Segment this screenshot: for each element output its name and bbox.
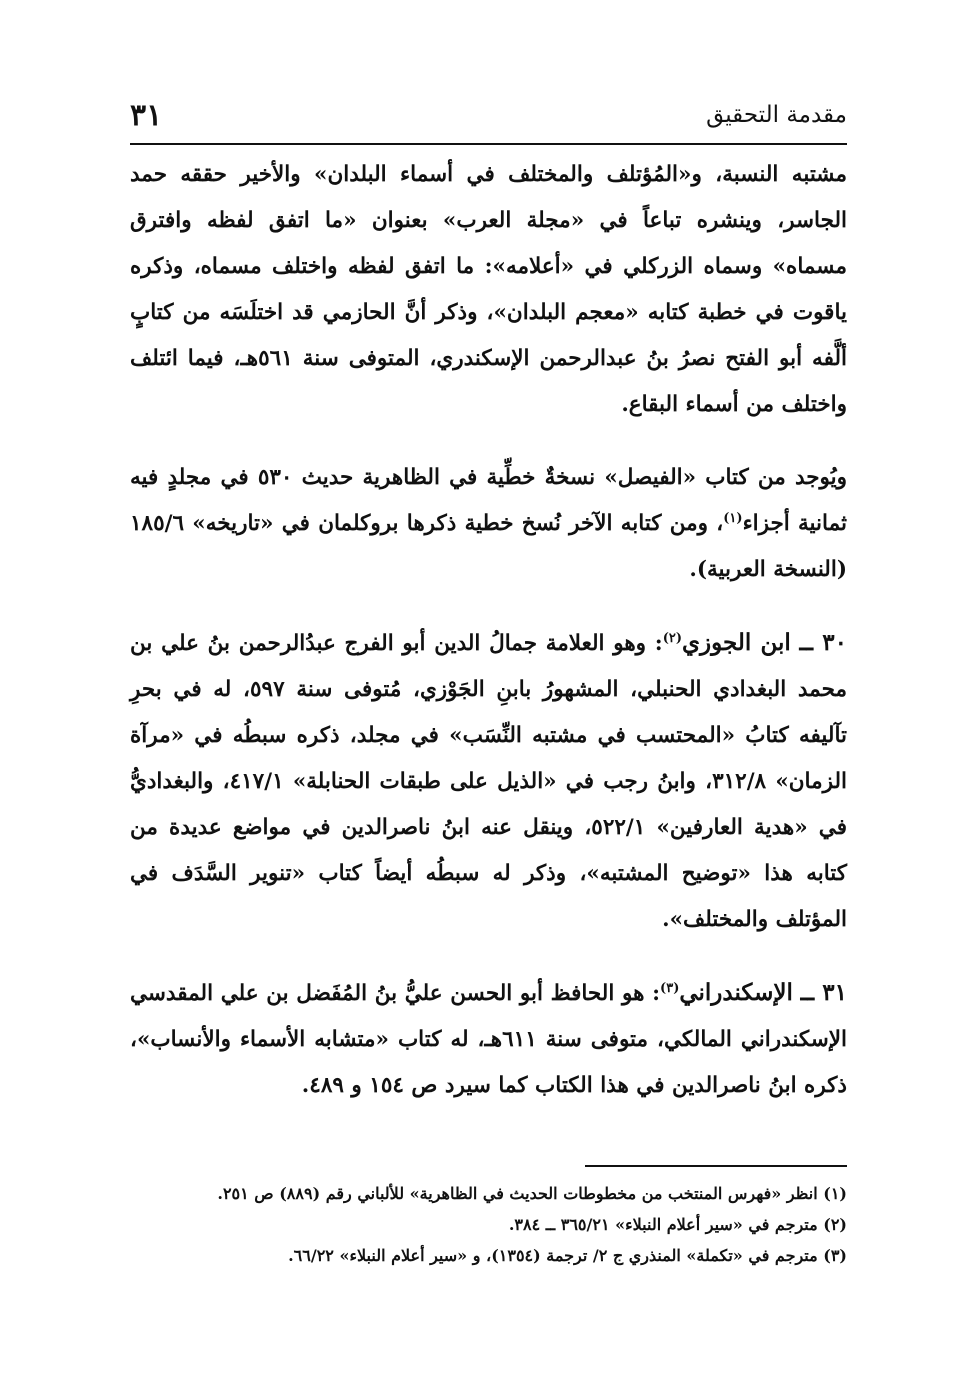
entry-30-text: : وهو العلامة جمالُ الدين أبو الفرج عبدُالرحمن بنُ علي بن محمد البغدادي الحنبلي، المشهورُ بابنِ الجَوْزي، مُتوفى سنة ٥٩٧، له في بحرِ تآليفه كتابُ «المحتسب في مشتبه النِّسَب» في مجلد، ذكره سبطُه في «مرآة الزمان» ٣١٢/٨، وابنُ رجب في «الذيل على طبقات الحنابلة» ٤١٧/١، والبغداديُّ في «هدية العارفين» ٥٢٢/١، وينقل عنه ابنُ ناصرالدين في مواضع عديدة من كتابه هذا «توضيح المشتبه»، وذكر له سبطُه أيضاً كتاب «تنوير السَّدَف في المؤتلف والمختلف». bbox=[130, 631, 847, 932]
footnote-2: (٢) مترجم في «سير أعلام النبلاء» ٣٦٥/٢١ ــ ٣٨٤. bbox=[508, 1215, 847, 1234]
paragraph-2-text-a: ويُوجد من كتاب «الفيصل» نسخةٌ خطِّية في الظاهرية حديث ٥٣٠ في مجلدٍ فيه ثمانية أجزاء bbox=[130, 465, 848, 536]
running-title: مقدمة التحقيق bbox=[706, 102, 847, 128]
footnote-ref-2[interactable]: (٢) bbox=[662, 630, 683, 646]
entry-30 bbox=[130, 620, 847, 943]
entry-31-number: ٣١ ــ bbox=[800, 979, 847, 1006]
page-header bbox=[130, 92, 847, 138]
body-text bbox=[130, 152, 847, 1109]
footnotes bbox=[130, 1178, 847, 1271]
footnote-3: (٣) مترجم في «تكملة» المنذري ج ٢/ ترجمة (١٣٥٤)، و «سير أعلام النبلاء» ٦٦/٢٢. bbox=[288, 1246, 847, 1265]
entry-31-text: : هو الحافظ أبو الحسن عليُّ بنُ المُفَضل بن علي المقدسي الإسكندراني المالكي، متوفى سنة ٦١١هـ، له كتاب «متشابه الأسماء والأنساب»، ذكره ابنُ ناصرالدين في هذا الكتاب كما سيرد ص ١٥٤ و ٤٨٩. bbox=[130, 981, 847, 1098]
paragraph-2-text-b: ، ومن كتابه الآخر نُسخ خطية ذكرها بروكلمان في «تاريخه» ١٨٥/٦ (النسخة العربية). bbox=[130, 511, 847, 582]
entry-31-name: الإسكندراني bbox=[679, 979, 793, 1006]
entry-31 bbox=[130, 970, 847, 1109]
footnote-ref-3[interactable]: (٣) bbox=[660, 980, 680, 996]
paragraph-2 bbox=[130, 455, 847, 593]
footnote-ref-1[interactable]: (١) bbox=[723, 510, 743, 526]
paragraph-1: مشتبه النسبة، و«المُؤتلف والمختلف في أسماء البلدان» والأخير حققه حمد الجاسر، وينشره تباعاً في «مجلة العرب» بعنوان «ما اتفق لفظه وافترق مسماه» وسماه الزركلي في «أعلامه»: ما اتفق لفظه واختلف مسماه، وذكره ياقوت في خطبة كتابه «معجم البلدان»، وذكر أنَّ الحازمي قد اختلَسَه من كتابٍ ألَّفه أبو الفتح نصرُ بنُ عبدالرحمن الإسكندري، المتوفى سنة ٥٦١هـ، فيما ائتلف واختلف من أسماء البقاع. bbox=[130, 162, 847, 417]
header-rule bbox=[130, 143, 847, 145]
entry-30-number: ٣٠ ــ bbox=[799, 629, 847, 656]
footnote-rule bbox=[585, 1165, 847, 1167]
footnote-1: (١) انظر «فهرس المنتخب من مخطوطات الحديث في الظاهرية» للألباني رقم (٨٨٩) ص ٢٥١. bbox=[217, 1184, 847, 1203]
page-number: ٣١ bbox=[130, 97, 163, 133]
entry-30-name: ابن الجوزي bbox=[682, 629, 791, 656]
